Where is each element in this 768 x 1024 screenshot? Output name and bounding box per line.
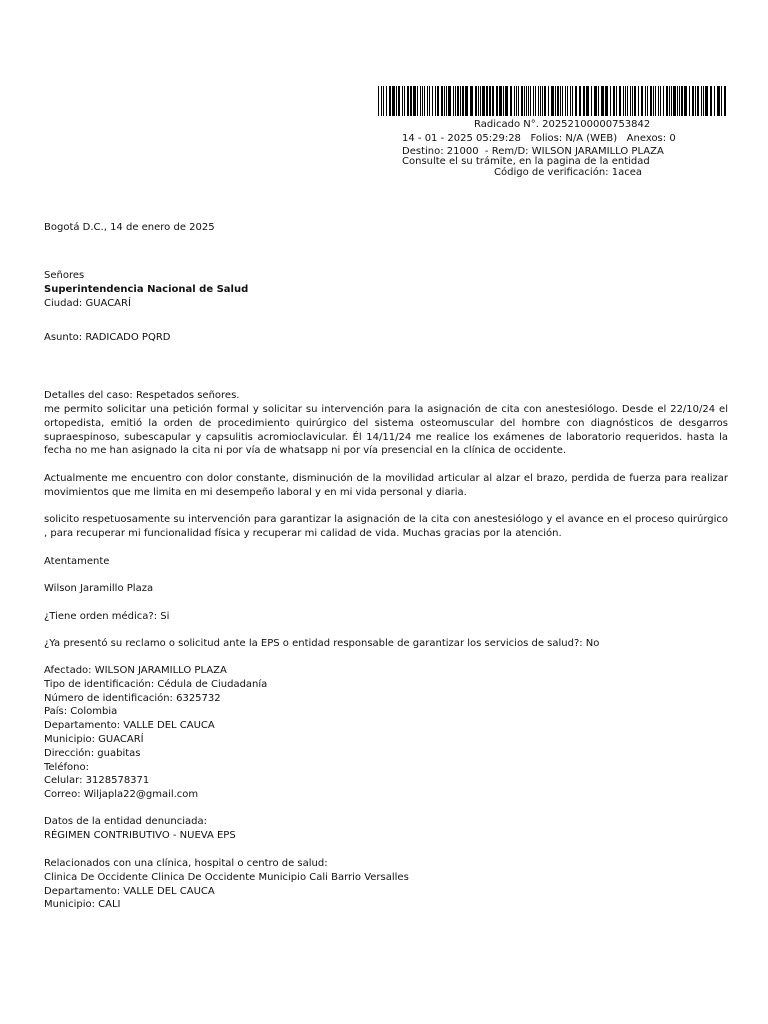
barcode-bar xyxy=(424,86,425,116)
barcode-bar xyxy=(586,86,589,116)
barcode-bar xyxy=(695,86,696,116)
closing: Atentamente xyxy=(44,556,110,567)
barcode-bar xyxy=(542,86,543,116)
affected-mobile: Celular: 3128578371 xyxy=(44,775,150,787)
barcode-bar xyxy=(572,86,573,116)
case-details-intro: Detalles del caso: Respetados señores. xyxy=(44,390,240,401)
barcode-bar xyxy=(486,86,488,116)
barcode-bar xyxy=(407,86,409,116)
barcode-bar xyxy=(714,86,715,116)
barcode-bar xyxy=(475,86,477,116)
barcode-bar xyxy=(540,86,541,116)
barcode-bar xyxy=(669,86,670,116)
barcode-bar xyxy=(528,86,529,116)
barcode-bar xyxy=(641,86,643,116)
barcode-bar xyxy=(470,86,473,116)
barcode-bar xyxy=(560,86,561,116)
barcode-bar xyxy=(671,86,672,116)
eps-claim-question: ¿Ya presentó su reclamo o solicitud ante la EPS o entidad responsable de garantizar los servicios de salud?: No xyxy=(44,638,600,649)
barcode-bar xyxy=(383,86,384,116)
radicado-number: Radicado N°. 20252100000753842 xyxy=(474,119,651,130)
barcode-bar xyxy=(681,86,683,116)
barcode-bar xyxy=(658,86,659,116)
barcode-bar xyxy=(410,86,412,116)
barcode-bar xyxy=(505,86,508,116)
barcode-bar xyxy=(551,86,554,116)
barcode-bar xyxy=(555,86,556,116)
barcode-bar xyxy=(705,86,708,116)
barcode-bar xyxy=(530,86,531,116)
barcode-bar xyxy=(544,86,546,116)
radicado-date-folios: 14 - 01 - 2025 05:29:28 Folios: N/A (WEB) Anexos: 0 xyxy=(402,133,676,144)
barcode-bar xyxy=(420,86,421,116)
barcode-bar xyxy=(660,86,661,116)
barcode-bar xyxy=(448,86,451,116)
barcode-bar xyxy=(398,86,400,116)
barcode-bar xyxy=(514,86,515,116)
barcode-bar xyxy=(697,86,699,116)
barcode-bar xyxy=(457,86,459,116)
barcode-bar xyxy=(638,86,639,116)
barcode-bar xyxy=(679,86,680,116)
barcode-bar xyxy=(392,86,395,116)
barcode-bar xyxy=(489,86,491,116)
barcode-bar xyxy=(526,86,527,116)
barcode-bar xyxy=(630,86,631,116)
subject: Asunto: RADICADO PQRD xyxy=(44,332,171,343)
affected-phone: Teléfono: xyxy=(44,761,89,773)
salutation: Señores xyxy=(44,270,85,281)
affected-person-block xyxy=(44,664,728,802)
barcode-bar xyxy=(480,86,481,116)
related-facility-name: Clinica De Occidente Clinica De Occidente Municipio Cali Barrio Versalles xyxy=(44,871,409,883)
related-facility-municipality: Municipio: CALI xyxy=(44,899,121,911)
barcode-bar xyxy=(396,86,397,116)
barcode-bar xyxy=(616,86,617,116)
barcode-bar xyxy=(598,86,599,116)
barcode-bar xyxy=(453,86,454,116)
barcode-bar xyxy=(386,86,387,116)
signature-name: Wilson Jaramillo Plaza xyxy=(44,583,154,594)
affected-email: Correo: Wiljapla22@gmail.com xyxy=(44,789,199,801)
barcode-bar xyxy=(524,86,525,116)
barcode-bar xyxy=(404,86,405,116)
barcode-bar xyxy=(647,86,648,116)
barcode-bar xyxy=(460,86,461,116)
barcode-bar xyxy=(570,86,571,116)
affected-name: Afectado: WILSON JARAMILLO PLAZA xyxy=(44,665,227,676)
barcode-bar xyxy=(619,86,621,116)
barcode xyxy=(378,86,728,116)
related-facility-department: Departamento: VALLE DEL CAUCA xyxy=(44,885,215,897)
barcode-bar xyxy=(516,86,517,116)
barcode-bar xyxy=(579,86,581,116)
barcode-bar xyxy=(625,86,626,116)
affected-country: País: Colombia xyxy=(44,706,118,718)
barcode-bar xyxy=(499,86,502,116)
barcode-bar xyxy=(444,86,445,116)
barcode-bar xyxy=(437,86,439,116)
barcode-bar xyxy=(689,86,690,116)
barcode-bar xyxy=(650,86,652,116)
place-date: Bogotá D.C., 14 de enero de 2025 xyxy=(44,222,215,233)
paragraph-1: me permito solicitar una petición formal y solicitar su intervención para la asignación de cita con anestesiólogo. Desde el 22/10/24 el ortopedista, emitió la orden de procedimiento quirúrgico del sistema osteomuscular del hombre con diagnósticos de desgarros supraespinoso, subescapular y capsulitis acromioclavicular. Él 14/11/24 me realice los exámenes de laboratorio requeridos. hasta la fecha no me han asignado la cita ni por vía de whatsapp ni por vía presencial en la clínica de occidente. xyxy=(44,404,728,457)
barcode-bar xyxy=(601,86,604,116)
barcode-bar xyxy=(565,86,566,116)
barcode-bar xyxy=(583,86,585,116)
barcode-bar xyxy=(510,86,512,116)
paragraph-3: solicito respetuosamente su intervención para garantizar la asignación de la cita con anestesiólogo y el avance en el proceso quirúrgico , para recuperar mi funcionalidad física y recuperar mi calidad de vida. Muchas gracias por la atención. xyxy=(44,514,728,539)
radicado-consulte: Consulte el su trámite, en la pagina de la entidad xyxy=(402,156,650,167)
barcode-bar xyxy=(492,86,494,116)
paragraph-2: Actualmente me encuentro con dolor constante, disminución de la movilidad articular al alzar el brazo, perdida de fuerza para realizar movimientos que me limita en mi desempeño laboral y en mi vida personal y diaria. xyxy=(44,473,728,498)
denounced-entity-name: RÉGIMEN CONTRIBUTIVO - NUEVA EPS xyxy=(44,829,236,841)
barcode-bar xyxy=(666,86,668,116)
affected-department: Departamento: VALLE DEL CAUCA xyxy=(44,720,215,732)
barcode-bar xyxy=(402,86,403,116)
barcode-bar xyxy=(701,86,702,116)
barcode-bar xyxy=(389,86,391,116)
barcode-bar xyxy=(435,86,436,116)
barcode-bar xyxy=(462,86,464,116)
barcode-bar xyxy=(721,86,722,116)
barcode-bar xyxy=(717,86,720,116)
denounced-entity-heading: Datos de la entidad denunciada: xyxy=(44,816,207,827)
barcode-bar xyxy=(610,86,611,116)
barcode-bar xyxy=(538,86,539,116)
barcode-bar xyxy=(645,86,646,116)
affected-address: Dirección: guabitas xyxy=(44,747,141,759)
barcode-bar xyxy=(655,86,656,116)
barcode-bar xyxy=(521,86,523,116)
denounced-entity-block xyxy=(44,815,728,843)
barcode-bar xyxy=(465,86,468,116)
related-facility-heading: Relacionados con una clínica, hospital o centro de salud: xyxy=(44,858,328,869)
barcode-bar xyxy=(432,86,433,116)
barcode-bar xyxy=(427,86,428,116)
affected-municipality: Municipio: GUACARÍ xyxy=(44,733,144,745)
barcode-bar xyxy=(634,86,636,116)
barcode-bar xyxy=(684,86,687,116)
barcode-bar xyxy=(703,86,704,116)
affected-id-number: Número de identificación: 6325732 xyxy=(44,692,221,704)
barcode-bar xyxy=(378,86,379,116)
barcode-bar xyxy=(518,86,519,116)
barcode-bar xyxy=(653,86,654,116)
medical-order-question: ¿Tiene orden médica?: Si xyxy=(44,611,170,622)
barcode-bar xyxy=(724,86,726,116)
verification-code: Código de verificación: 1acea xyxy=(494,167,642,178)
barcode-bar xyxy=(710,86,712,116)
barcode-bar xyxy=(496,86,498,116)
barcode-bar xyxy=(455,86,456,116)
barcode-bar xyxy=(605,86,608,116)
radicado-destino: Destino: 21000 - Rem/D: WILSON JARAMILLO PLAZA xyxy=(402,146,664,157)
barcode-bar xyxy=(548,86,549,116)
barcode-bar xyxy=(381,86,382,116)
barcode-bar xyxy=(533,86,534,116)
barcode-bar xyxy=(422,86,423,116)
barcode-bar xyxy=(567,86,568,116)
barcode-bar xyxy=(575,86,577,116)
barcode-bar xyxy=(503,86,504,116)
barcode-bar xyxy=(594,86,597,116)
barcode-bar xyxy=(482,86,485,116)
barcode-bar xyxy=(627,86,628,116)
barcode-bar xyxy=(417,86,418,116)
affected-id-type: Tipo de identificación: Cédula de Ciudadanía xyxy=(44,678,268,690)
barcode-bar xyxy=(623,86,624,116)
barcode-bar xyxy=(591,86,592,116)
barcode-bar xyxy=(557,86,559,116)
barcode-bar xyxy=(535,86,536,116)
barcode-bar xyxy=(562,86,563,116)
barcode-bar xyxy=(632,86,633,116)
recipient-city: Ciudad: GUACARÍ xyxy=(44,298,131,309)
barcode-bar xyxy=(413,86,416,116)
barcode-bar xyxy=(663,86,664,116)
related-facility-block xyxy=(44,857,728,912)
barcode-bar xyxy=(677,86,678,116)
recipient-entity: Superintendencia Nacional de Salud xyxy=(44,284,249,295)
barcode-bar xyxy=(613,86,615,116)
barcode-bar xyxy=(692,86,694,116)
barcode-bar xyxy=(673,86,676,116)
barcode-bar xyxy=(429,86,430,116)
barcode-bar xyxy=(446,86,447,116)
barcode-bar xyxy=(441,86,443,116)
barcode-bar xyxy=(478,86,479,116)
